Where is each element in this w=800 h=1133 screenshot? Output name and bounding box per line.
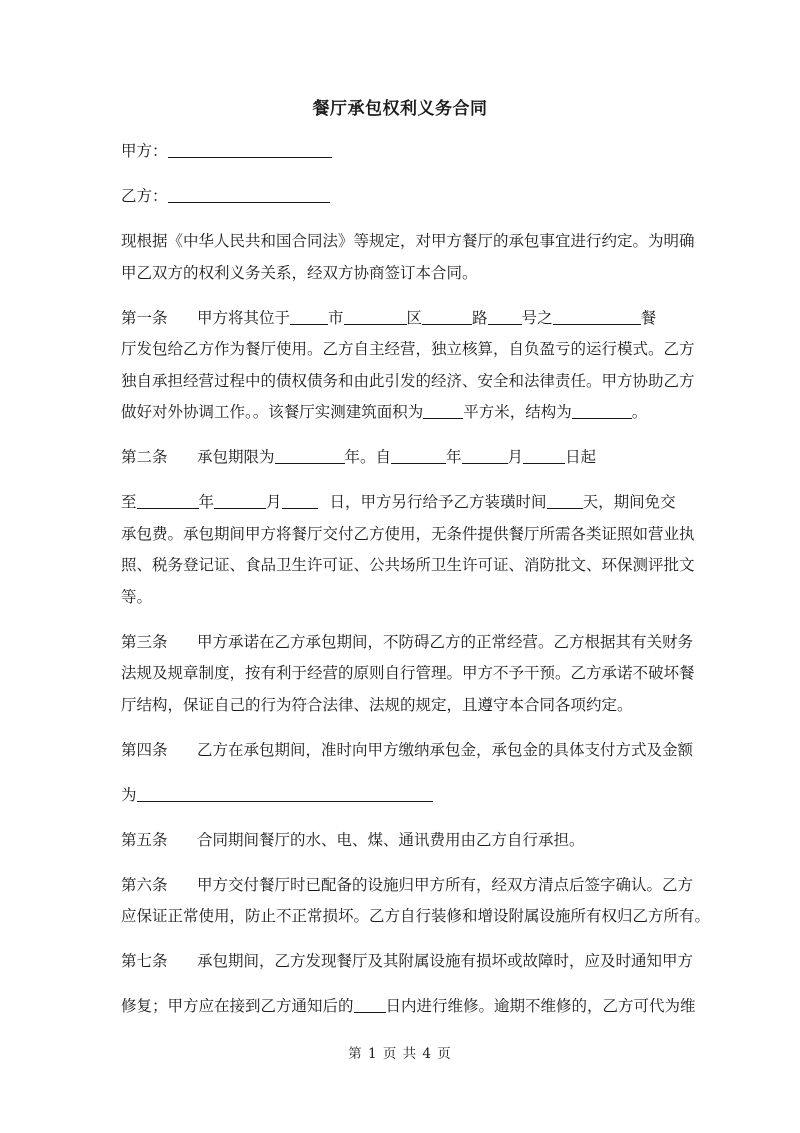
article-7-text: 修复；甲方应在接到乙方通知后的 — [121, 997, 354, 1015]
repair-days-blank — [354, 994, 386, 1013]
article-4-text: 为 — [121, 785, 137, 804]
article-3-line-3: 厅结构，保证自己的行为符合法律、法规的规定，且遵守本合同各项约定。 — [121, 695, 633, 714]
start-day-blank — [523, 445, 565, 464]
article-1-text: 市 — [328, 308, 344, 327]
article-2-line-5: 等。 — [121, 587, 153, 606]
party-b-blank — [168, 184, 330, 203]
article-5-line-1 — [121, 825, 683, 857]
end-day-blank — [282, 490, 318, 509]
structure-blank — [572, 400, 632, 419]
party-b-label: 乙方： — [121, 187, 168, 205]
intro-line-2: 甲乙双方的权利义务关系，经双方协商签订本合同。 — [121, 263, 478, 282]
article-7-text: 日内进行维修。逾期不维修的，乙方可代为维 — [385, 997, 696, 1015]
article-1-text: 区 — [406, 308, 423, 327]
district-blank — [344, 306, 407, 325]
article-2-text: 月 — [266, 493, 282, 511]
article-3-line-2: 法规及规章制度，按有利于经营的原则自行管理。甲方不予干预。乙方承诺不破坏餐 — [121, 664, 695, 682]
article-1-text: 。 — [631, 403, 648, 421]
article-3-text: 甲方承诺在乙方承包期间，不防碍乙方的正常经营。乙方根据其有关财务 — [197, 632, 694, 651]
article-1-text: 路 — [472, 308, 488, 327]
article-2-line-3: 承包费。承包期间甲方将餐厅交付乙方使用，无条件提供餐厅所需各类证照如营业执 — [121, 524, 695, 543]
decoration-days-blank — [547, 490, 583, 509]
restaurant-name-blank — [553, 306, 641, 325]
article-1-label: 第一条 — [121, 308, 168, 327]
article-2-line-4: 照、税务登记证、食品卫生许可证、公共场所卫生许可证、消防批文、环保测评批文 — [121, 556, 695, 574]
party-a-blank — [168, 139, 332, 158]
article-7-text: 承包期间，乙方发现餐厅及其附属设施有损坏或故障时，应及时通知甲方 — [197, 952, 694, 970]
article-6-line-1 — [121, 870, 694, 902]
article-7-label: 第七条 — [121, 952, 168, 970]
article-2-text: 月 — [507, 448, 524, 466]
article-3-label: 第三条 — [121, 632, 168, 651]
document-title: 餐厅承包权利义务合同 — [312, 99, 488, 119]
article-5-label: 第五条 — [121, 830, 168, 849]
article-7-line-1 — [121, 946, 694, 978]
end-year-blank — [137, 490, 199, 509]
article-6-line-2: 应保证正常使用，防止不正常损坏。乙方自行装修和增设附属设施所有权归乙方所有。 — [121, 907, 711, 925]
start-month-blank — [462, 445, 508, 464]
page-footer: 第 1 页 共 4 页 — [348, 1046, 452, 1062]
article-6-text: 甲方交付餐厅时已配备的设施归甲方所有，经双方清点后签字确认。乙方 — [197, 875, 694, 894]
article-5-text: 合同期间餐厅的水、电、煤、通讯费用由乙方自行承担。 — [197, 830, 585, 849]
number-blank — [488, 306, 522, 325]
article-4-text: 乙方在承包期间，准时向甲方缴纳承包金，承包金的具体支付方式及金额 — [197, 740, 694, 759]
document-body — [121, 136, 711, 1023]
city-blank — [290, 306, 328, 325]
area-blank — [423, 400, 463, 419]
article-2-text: 日起 — [565, 448, 597, 466]
start-year-blank — [391, 445, 446, 464]
term-years-blank — [275, 445, 345, 464]
article-2-text: 天，期间免交 — [582, 493, 676, 511]
party-a-line — [121, 136, 683, 168]
party-a-label: 甲方： — [121, 142, 168, 160]
article-1-line-3: 独自承担经营过程中的债权债务和由此引发的经济、安全和法律责任。甲方协助乙方 — [121, 371, 695, 390]
article-2-text: 年 — [446, 448, 462, 466]
article-1-line-4 — [121, 397, 683, 429]
article-1-text: 餐 — [640, 308, 657, 327]
article-4-line-1 — [121, 735, 694, 767]
payment-terms-blank — [137, 783, 433, 802]
article-1-text: 甲方将其位于 — [197, 308, 291, 327]
article-2-text: 年。自 — [344, 448, 392, 466]
end-month-blank — [214, 490, 266, 509]
article-7-line-2 — [121, 991, 696, 1023]
article-2-text: 年 — [198, 493, 215, 511]
party-b-line — [121, 181, 683, 213]
article-3-line-1 — [121, 627, 694, 659]
article-2-line-1 — [121, 442, 683, 474]
article-2-label: 第二条 — [121, 448, 168, 466]
article-6-label: 第六条 — [121, 875, 168, 894]
article-1-text: 做好对外协调工作。。该餐厅实测建筑面积为 — [121, 403, 424, 421]
road-blank — [422, 306, 472, 325]
article-1-text: 号之 — [521, 308, 553, 327]
intro-line-1: 现根据《中华人民共和国合同法》等规定，对甲方餐厅的承包事宜进行约定。为明确 — [121, 232, 695, 250]
article-4-label: 第四条 — [121, 740, 168, 759]
article-2-text: 至 — [121, 493, 137, 511]
article-1-line-2: 厅发包给乙方作为餐厅使用。乙方自主经营，独立核算，自负盈亏的运行模式。乙方 — [121, 340, 695, 358]
article-1-line-1 — [121, 303, 683, 335]
article-2-text: 日，甲方另行给予乙方装璜时间 — [329, 493, 547, 511]
article-1-text: 平方米，结构为 — [463, 403, 572, 421]
article-4-line-2 — [121, 780, 683, 812]
article-2-line-2 — [121, 487, 683, 519]
article-2-text: 承包期限为 — [197, 448, 275, 466]
